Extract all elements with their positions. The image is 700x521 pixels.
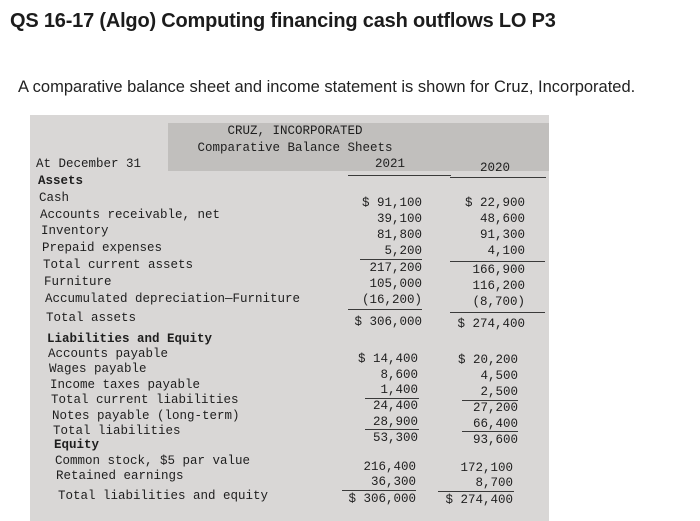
liability-value-2020: 66,400: [472, 417, 518, 431]
liabilities-heading: Liabilities and Equity: [47, 332, 213, 346]
header-rule-2020: [450, 177, 546, 178]
liability-value-2021: 8,600: [380, 368, 418, 382]
balance-sheet-image: [30, 115, 549, 521]
asset-value-2020: 48,600: [479, 212, 525, 226]
header-rule-2021: [348, 175, 451, 176]
sheet-subtitle: Comparative Balance Sheets: [197, 141, 393, 155]
equity-label: Total liabilities and equity: [58, 489, 269, 503]
asset-value-2020: 91,300: [479, 228, 525, 242]
intro-text: A comparative balance sheet and income statement is shown for Cruz, Incorporated.: [18, 78, 636, 96]
asset-value-2021: 105,000: [369, 277, 422, 291]
liability-label: Notes payable (long-term): [52, 409, 240, 423]
asset-value-2020: 166,900: [472, 263, 525, 277]
asset-label: Furniture: [44, 275, 112, 289]
liability-value-2021: 24,400: [372, 399, 418, 413]
total-rule-2021: [348, 309, 422, 310]
company-name: CRUZ, INCORPORATED: [227, 124, 363, 138]
year-2021-header: 2021: [374, 157, 405, 171]
liability-value-2021: $ 14,400: [357, 352, 418, 366]
liab-total-rule-2021: [365, 429, 419, 430]
liab-total-rule-2020: [462, 431, 518, 432]
liability-value-2020: 4,500: [480, 369, 518, 383]
liability-value-2021: 1,400: [380, 383, 418, 397]
asset-value-2020: (8,700): [472, 295, 525, 309]
liability-value-2020: 27,200: [472, 401, 518, 415]
liability-value-2021: 53,300: [372, 431, 418, 445]
equity-value-2021: 36,300: [370, 475, 416, 489]
liability-value-2020: $ 20,200: [457, 353, 518, 367]
liability-value-2020: 93,600: [472, 433, 518, 447]
asset-label: Total assets: [46, 311, 137, 325]
liability-label: Wages payable: [49, 362, 147, 376]
asset-total-2020: $ 274,400: [457, 317, 525, 331]
liability-label: Total liabilities: [53, 424, 181, 438]
liability-label: Total current liabilities: [51, 393, 239, 407]
liability-value-2021: 28,900: [372, 415, 418, 429]
asset-value-2021: 39,100: [376, 212, 422, 226]
subtotal-rule-2021: [360, 259, 422, 260]
equity-heading: Equity: [54, 438, 100, 452]
year-2020-header: 2020: [479, 161, 510, 175]
asset-value-2020: 116,200: [472, 279, 525, 293]
asset-label: Accumulated depreciation—Furniture: [45, 292, 301, 306]
asset-total-2021: $ 306,000: [354, 315, 422, 329]
asset-label: Total current assets: [43, 258, 194, 272]
equity-value-2020: 8,700: [475, 476, 513, 490]
equity-total-2020: $ 274,400: [445, 493, 513, 507]
asset-value-2020: $ 22,900: [464, 196, 525, 210]
equity-value-2021: 216,400: [363, 460, 416, 474]
equity-label: Common stock, $5 par value: [55, 454, 251, 468]
equity-value-2020: 172,100: [460, 461, 513, 475]
liability-label: Income taxes payable: [50, 378, 201, 392]
asset-value-2021: 217,200: [369, 261, 422, 275]
equity-total-rule-2021: [342, 490, 416, 491]
asset-value-2021: 5,200: [384, 244, 422, 258]
asset-value-2020: 4,100: [487, 244, 525, 258]
equity-label: Retained earnings: [56, 469, 184, 483]
total-rule-2020: [450, 312, 545, 313]
asset-value-2021: 81,800: [376, 228, 422, 242]
assets-heading: Assets: [38, 174, 84, 188]
asset-label: Accounts receivable, net: [40, 208, 221, 222]
asset-label: Inventory: [41, 224, 109, 238]
equity-total-rule-2020: [438, 491, 514, 492]
asset-value-2021: (16,200): [361, 293, 422, 307]
question-title: QS 16-17 (Algo) Computing financing cash outflows LO P3: [10, 10, 556, 32]
asset-label: Prepaid expenses: [42, 241, 163, 255]
liability-value-2020: 2,500: [480, 385, 518, 399]
asset-label: Cash: [39, 191, 70, 205]
date-label: At December 31: [36, 157, 142, 171]
liability-label: Accounts payable: [48, 347, 169, 361]
equity-total-2021: $ 306,000: [348, 492, 416, 506]
asset-value-2021: $ 91,100: [361, 196, 422, 210]
subtotal-rule-2020: [450, 261, 545, 262]
